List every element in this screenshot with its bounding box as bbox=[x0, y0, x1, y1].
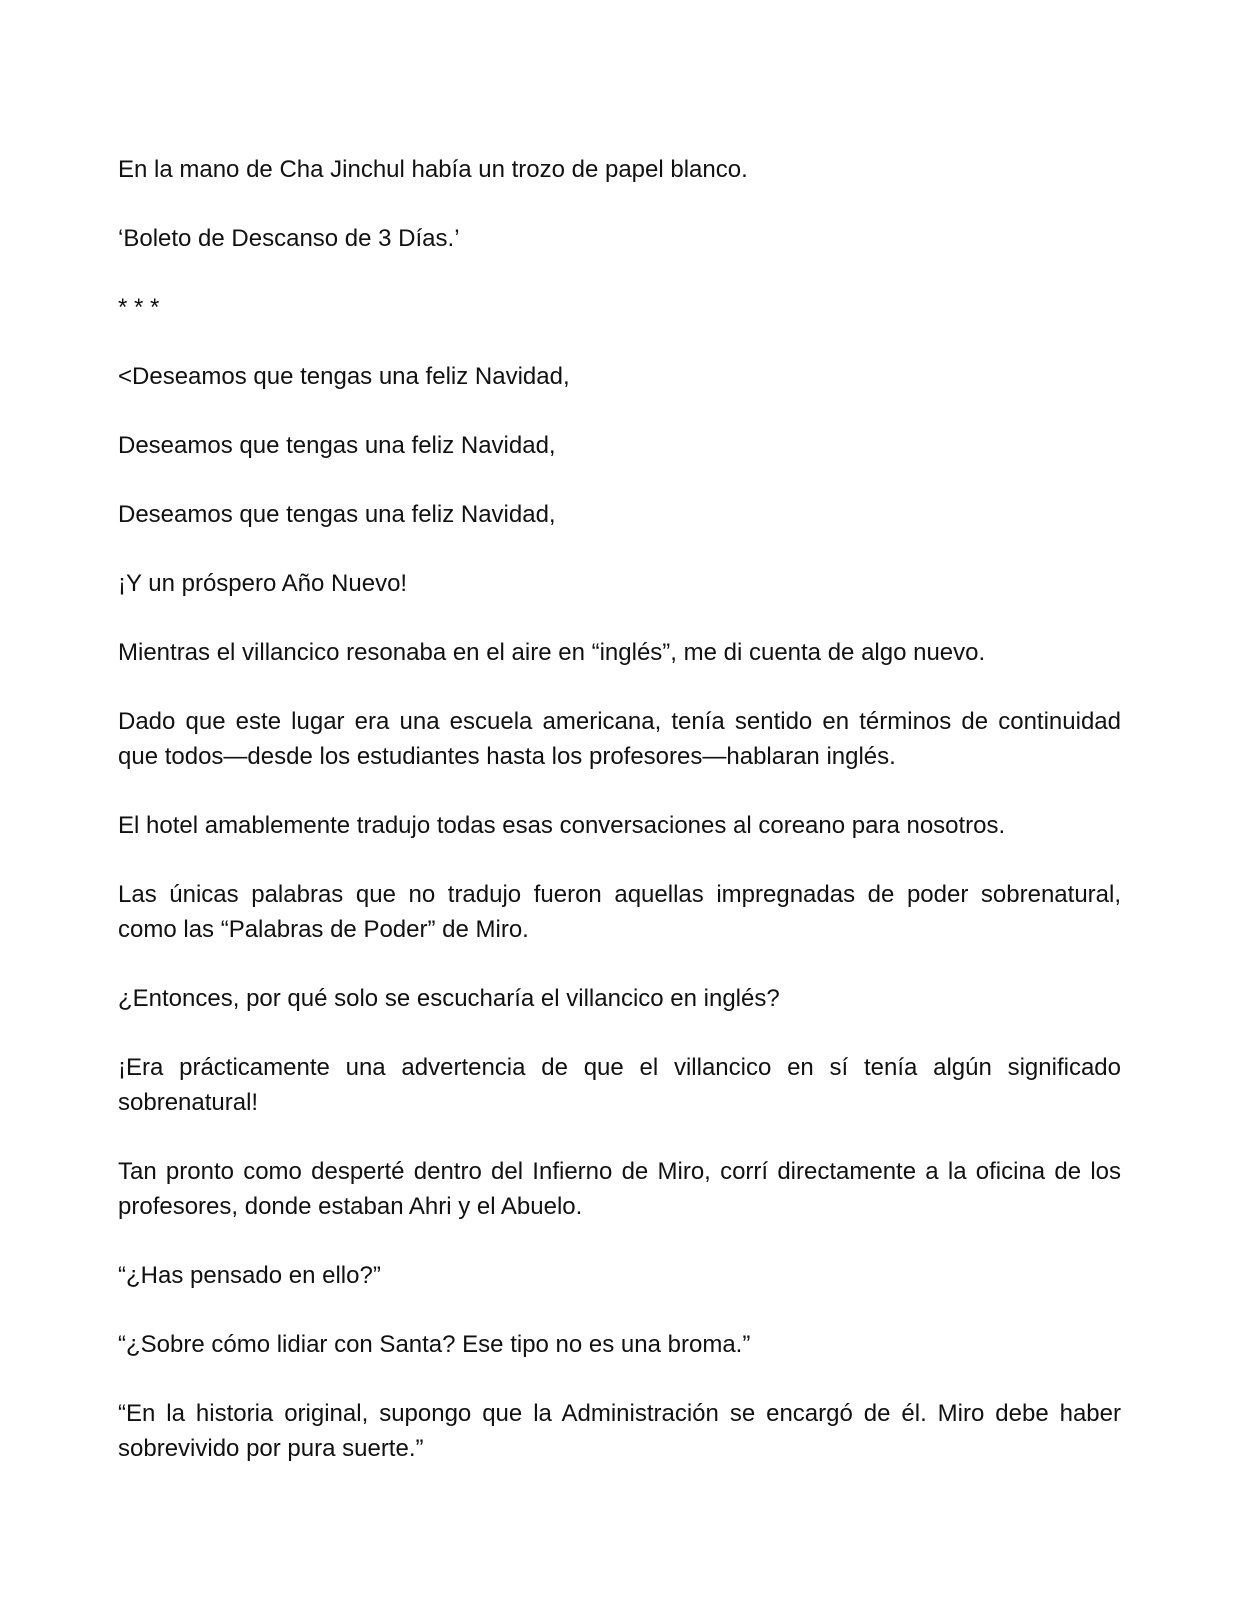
paragraph-paper-note: En la mano de Cha Jinchul había un trozo de papel blanco. bbox=[118, 156, 748, 183]
paragraph-carol-english: Mientras el villancico resonaba en el aire en “inglés”, me di cuenta de algo nuevo. bbox=[118, 639, 986, 666]
song-line-3: Deseamos que tengas una feliz Navidad, bbox=[118, 501, 556, 528]
paragraph-teachers-office: Tan pronto como desperté dentro del Infierno de Miro, corrí directamente a la oficina de los profesores, donde estaban Ahri y el Abuelo. bbox=[118, 1158, 1121, 1220]
song-line-1: <Deseamos que tengas una feliz Navidad, bbox=[118, 363, 570, 390]
dialogue-line-3: “En la historia original, supongo que la Administración se encargó de él. Miro debe haber sobrevivido por pura suerte.” bbox=[118, 1400, 1121, 1462]
song-line-2: Deseamos que tengas una feliz Navidad, bbox=[118, 432, 556, 459]
paragraph-american-school: Dado que este lugar era una escuela americana, tenía sentido en términos de continuidad que todos—desde los estudiantes hasta los profesores—hablaran inglés. bbox=[118, 708, 1121, 770]
paragraph-ticket: ‘Boleto de Descanso de 3 Días.’ bbox=[118, 225, 460, 252]
document-body bbox=[118, 152, 1121, 1500]
scene-break: * * * bbox=[118, 294, 160, 321]
paragraph-words-of-power: Las únicas palabras que no tradujo fueron aquellas impregnadas de poder sobrenatural, como las “Palabras de Poder” de Miro. bbox=[118, 881, 1121, 943]
paragraph-warning: ¡Era prácticamente una advertencia de que el villancico en sí tenía algún significado sobrenatural! bbox=[118, 1054, 1121, 1116]
paragraph-hotel-translation: El hotel amablemente tradujo todas esas conversaciones al coreano para nosotros. bbox=[118, 812, 1006, 839]
paragraph-question: ¿Entonces, por qué solo se escucharía el villancico en inglés? bbox=[118, 985, 780, 1012]
dialogue-line-2: “¿Sobre cómo lidiar con Santa? Ese tipo no es una broma.” bbox=[118, 1331, 751, 1358]
song-line-4: ¡Y un próspero Año Nuevo! bbox=[118, 570, 408, 597]
dialogue-line-1: “¿Has pensado en ello?” bbox=[118, 1262, 381, 1289]
